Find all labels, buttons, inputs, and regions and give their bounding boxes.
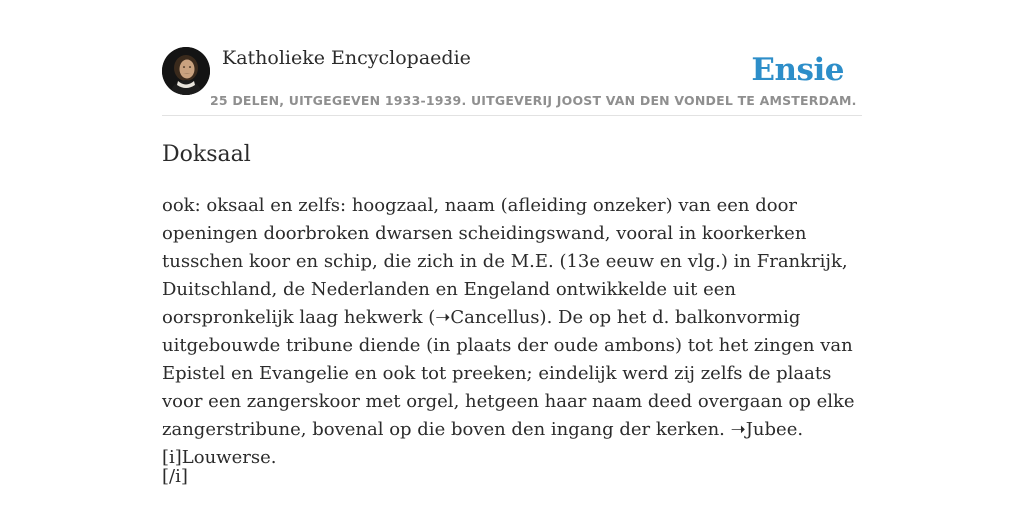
article-title: Doksaal (162, 142, 251, 167)
site-name-link[interactable]: Katholieke Encyclopaedie (222, 47, 471, 69)
publication-subtitle: 25 DELEN, UITGEGEVEN 1933-1939. UITGEVERIJ JOOST VAN DEN VONDEL TE AMSTERDAM. (210, 93, 857, 108)
site-header (162, 0, 862, 116)
page-container (162, 0, 862, 512)
ensie-logo[interactable]: Ensie (751, 52, 844, 88)
article-body: ook: oksaal en zelfs: hoogzaal, naam (afleiding onzeker) van een door openingen doorbroken dwarsen scheidingswand, vooral in koorkerken tusschen koor en schip, die zich in de M.E. (13e eeuw en vlg.) in Frankrijk, Duitschland, de Nederlanden en Engeland ontwikkelde uit een oorspronkelijk laag hekwerk (➝Cancellus). De op het d. balkonvormig uitgebouwde tribune diende (in plaats der oude ambons) tot het zingen van Epistel en Evangelie en ook tot preeken; eindelijk werd zij zelfs de plaats voor een zangerskoor met orgel, hetgeen haar naam deed overgaan op elke zangerstribune, bovenal op die boven den ingang der kerken. ➝Jubee. [i]Louwerse. (162, 195, 855, 468)
portrait-avatar-icon[interactable] (162, 47, 210, 95)
article-tail: [/i] (162, 466, 188, 487)
